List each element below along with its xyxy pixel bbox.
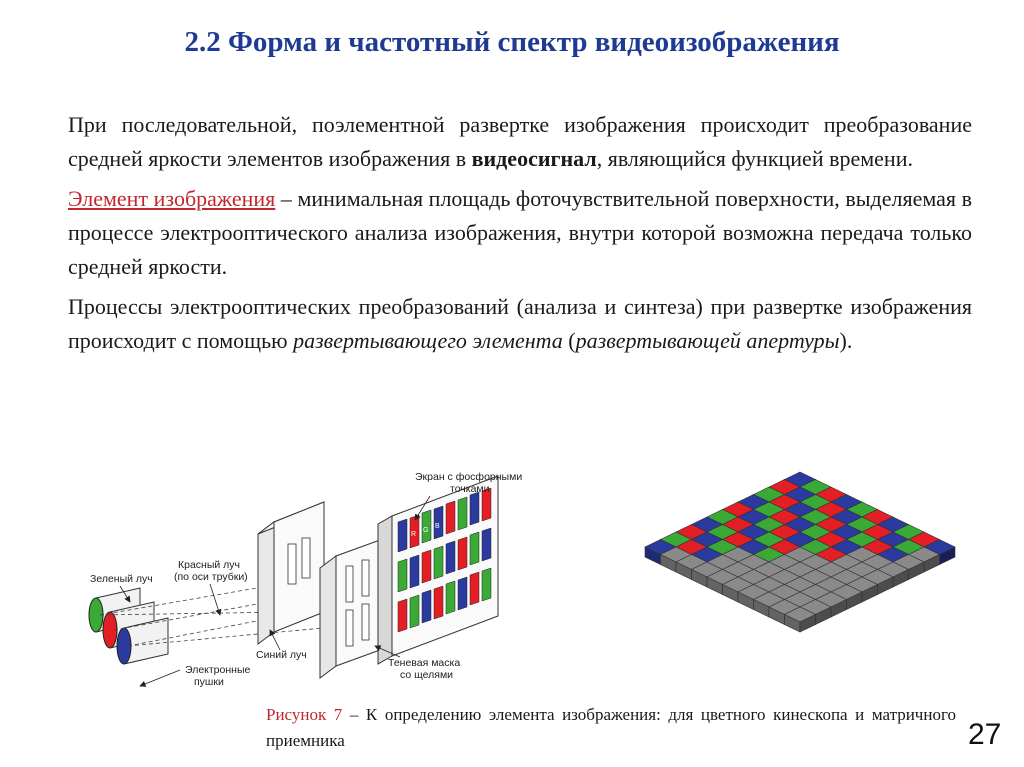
p3-text-mid: ( — [562, 328, 576, 353]
label-screen-line1: Экран с фосфорными — [415, 471, 523, 483]
p1-text-end: , являющийся функцией времени. — [596, 146, 913, 171]
p2-text: – минимальная площадь фоточувствительной поверхности, выделяемая в процессе электрооптического анализа изображения, внутри которой возможна передача только средней яркости. — [68, 186, 973, 279]
label-mask-line1: Теневая маска — [388, 657, 461, 669]
label-green-beam: Зеленый луч — [90, 573, 153, 585]
p2-term: Элемент изображения — [68, 186, 276, 211]
paragraph-2 — [68, 182, 972, 284]
label-mask-line2: со щелями — [400, 669, 454, 681]
paragraph-3 — [68, 290, 972, 358]
paragraph-1 — [68, 108, 972, 176]
slide-title: 2.2 Форма и частотный спектр видеоизображения — [184, 26, 840, 58]
p3-italic-term: развертывающего элемента — [293, 328, 563, 353]
label-guns-line1: Электронные — [185, 664, 251, 676]
aperture-plate-1 — [258, 502, 324, 644]
svg-text:B: B — [435, 523, 440, 530]
label-red-beam-line2: (по оси трубки) — [174, 571, 248, 583]
caption-label: Рисунок 7 — [266, 705, 343, 724]
label-red-beam-line1: Красный луч — [178, 559, 241, 571]
matrix-sensor-grid — [640, 470, 970, 675]
p3-italic-aperture: развертывающей апертуры — [575, 328, 840, 353]
p1-text-start: При последовательной, поэлементной развертке изображения происходит преобразование средней яркости элементов изображения в — [68, 112, 972, 171]
label-guns-line2: пушки — [194, 676, 224, 688]
p3-text-end: ). — [839, 328, 853, 353]
caption-text: – К определению элемента изображения: для цветного кинескопа и матричного приемника — [266, 705, 956, 750]
body-text — [68, 108, 972, 364]
p1-bold-term: видеосигнал — [471, 146, 597, 171]
label-blue-beam: Синий луч — [256, 649, 307, 661]
svg-text:G: G — [423, 527, 429, 534]
p3-text-start: Процессы электрооптических преобразований (анализа и синтеза) при развертке изображения происходит с помощью — [68, 294, 972, 353]
kinescope-diagram — [70, 470, 550, 700]
label-screen-line2: точками — [450, 483, 490, 495]
figure-caption — [266, 702, 956, 754]
page-number: 27 — [968, 718, 1002, 751]
svg-text:R: R — [411, 531, 417, 538]
shadow-mask — [320, 540, 380, 678]
phosphor-screen — [378, 476, 498, 664]
